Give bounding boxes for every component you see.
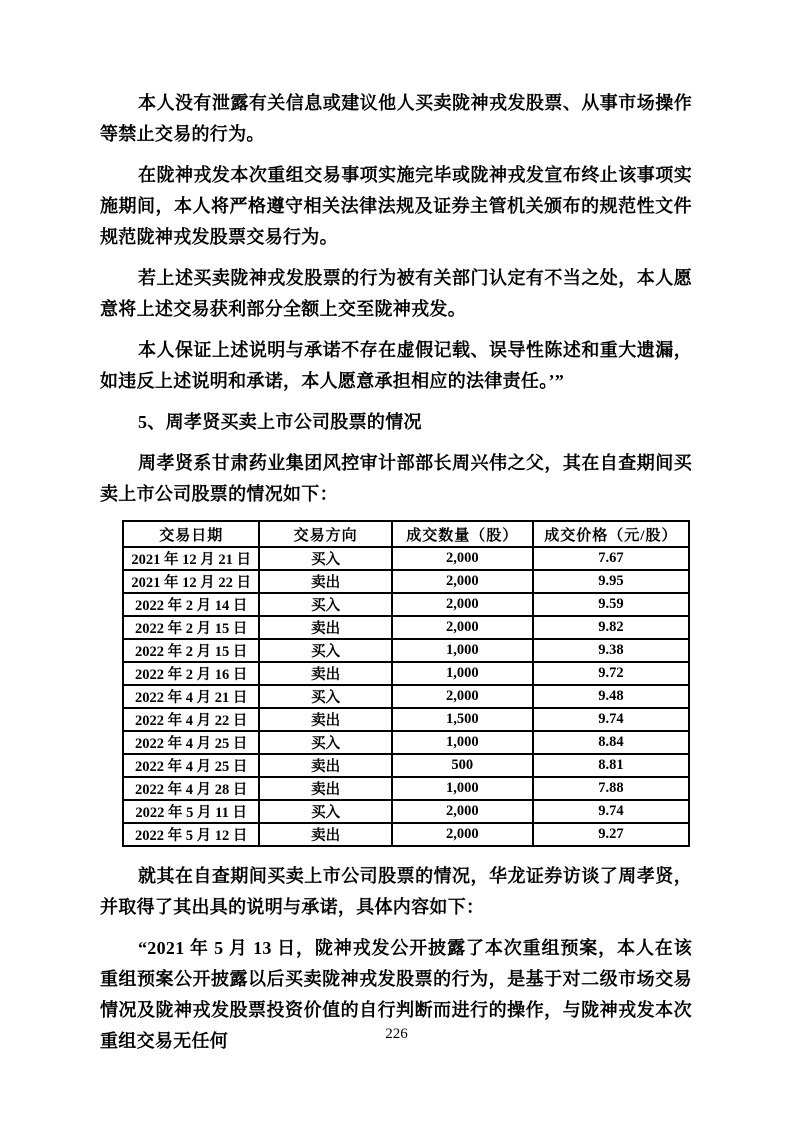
table-cell: 2022 年 2 月 15 日 [123,616,259,639]
table-cell: 2022 年 5 月 12 日 [123,823,259,846]
table-row [123,754,689,777]
table-cell: 2022 年 4 月 22 日 [123,708,259,731]
table-cell: 2022 年 4 月 25 日 [123,754,259,777]
table-row [123,547,689,570]
table-row [123,639,689,662]
table-row [123,800,689,823]
column-header-direction: 交易方向 [259,521,391,547]
column-header-quantity: 成交数量（股） [392,521,533,547]
table-cell: 2,000 [392,570,533,593]
table-cell: 买入 [259,593,391,616]
table-cell: 1,000 [392,662,533,685]
table-cell: 卖出 [259,570,391,593]
paragraph: 本人保证上述说明与承诺不存在虚假记载、误导性陈述和重大遗漏，如违反上述说明和承诺，本人愿意承担相应的法律责任。’” [100,340,692,391]
table-cell: 2,000 [392,823,533,846]
table-cell: 9.72 [533,662,689,685]
table-cell: 2022 年 2 月 14 日 [123,593,259,616]
table-row [123,708,689,731]
table-row [123,823,689,846]
table-cell: 买入 [259,639,391,662]
table-row [123,685,689,708]
table-cell: 2022 年 2 月 16 日 [123,662,259,685]
section-heading: 5、周孝贤买卖上市公司股票的情况 [138,412,422,432]
table-cell: 9.74 [533,708,689,731]
table-cell: 卖出 [259,777,391,800]
table-cell: 8.81 [533,754,689,777]
table-cell: 买入 [259,800,391,823]
table-row [123,593,689,616]
table-cell: 500 [392,754,533,777]
table-row [123,662,689,685]
table-cell: 1,000 [392,777,533,800]
table-cell: 2022 年 2 月 15 日 [123,639,259,662]
table-row [123,777,689,800]
table-cell: 卖出 [259,754,391,777]
table-cell: 2022 年 4 月 25 日 [123,731,259,754]
table-cell: 卖出 [259,823,391,846]
table-cell: 9.59 [533,593,689,616]
table-cell: 卖出 [259,662,391,685]
table-cell: 7.88 [533,777,689,800]
table-row [123,616,689,639]
table-cell: 1,000 [392,639,533,662]
paragraph: “2021 年 5 月 13 日，陇神戎发公开披露了本次重组预案，本人在该重组预案公开披露以后买卖陇神戎发股票的行为，是基于对二级市场交易情况及陇神戎发股票投资价值的自行判断而进行的操作，与陇神戎发本次重组交易无任何 [100,938,692,1051]
trade-table-body [123,547,689,846]
table-cell: 2,000 [392,800,533,823]
table-cell: 买入 [259,547,391,570]
trade-table [122,520,690,847]
paragraph: 本人没有泄露有关信息或建议他人买卖陇神戎发股票、从事市场操作等禁止交易的行为。 [100,93,692,144]
paragraph: 若上述买卖陇神戎发股票的行为被有关部门认定有不当之处，本人愿意将上述交易获利部分全额上交至陇神戎发。 [100,268,692,319]
table-cell: 2,000 [392,593,533,616]
document-content [100,88,692,1067]
table-cell: 8.84 [533,731,689,754]
table-cell: 2,000 [392,616,533,639]
table-row [123,731,689,754]
table-cell: 9.74 [533,800,689,823]
table-cell: 7.67 [533,547,689,570]
table-cell: 2,000 [392,685,533,708]
table-cell: 9.48 [533,685,689,708]
table-cell: 9.27 [533,823,689,846]
paragraph: 在陇神戎发本次重组交易事项实施完毕或陇神戎发宣布终止该事项实施期间，本人将严格遵守相关法律法规及证券主管机关颁布的规范性文件规范陇神戎发股票交易行为。 [100,165,692,247]
table-cell: 1,500 [392,708,533,731]
table-cell: 1,000 [392,731,533,754]
table-cell: 2,000 [392,547,533,570]
table-row [123,570,689,593]
table-cell: 买入 [259,731,391,754]
table-cell: 买入 [259,685,391,708]
table-cell: 9.82 [533,616,689,639]
paragraph: 就其在自查期间买卖上市公司股票的情况，华龙证券访谈了周孝贤，并取得了其出具的说明与承诺，具体内容如下： [100,866,692,917]
table-cell: 9.95 [533,570,689,593]
table-cell: 2022 年 4 月 28 日 [123,777,259,800]
table-header-row [123,521,689,547]
table-cell: 2022 年 5 月 11 日 [123,800,259,823]
table-cell: 9.38 [533,639,689,662]
table-cell: 卖出 [259,616,391,639]
column-header-date: 交易日期 [123,521,259,547]
table-cell: 卖出 [259,708,391,731]
table-cell: 2021 年 12 月 21 日 [123,547,259,570]
table-cell: 2021 年 12 月 22 日 [123,570,259,593]
section-intro-paragraph: 周孝贤系甘肃药业集团风控审计部部长周兴伟之父，其在自查期间买卖上市公司股票的情况如下： [100,453,692,504]
column-header-price: 成交价格（元/股） [533,521,689,547]
page-number: 226 [385,1026,408,1042]
table-cell: 2022 年 4 月 21 日 [123,685,259,708]
trade-table-head [123,521,689,547]
